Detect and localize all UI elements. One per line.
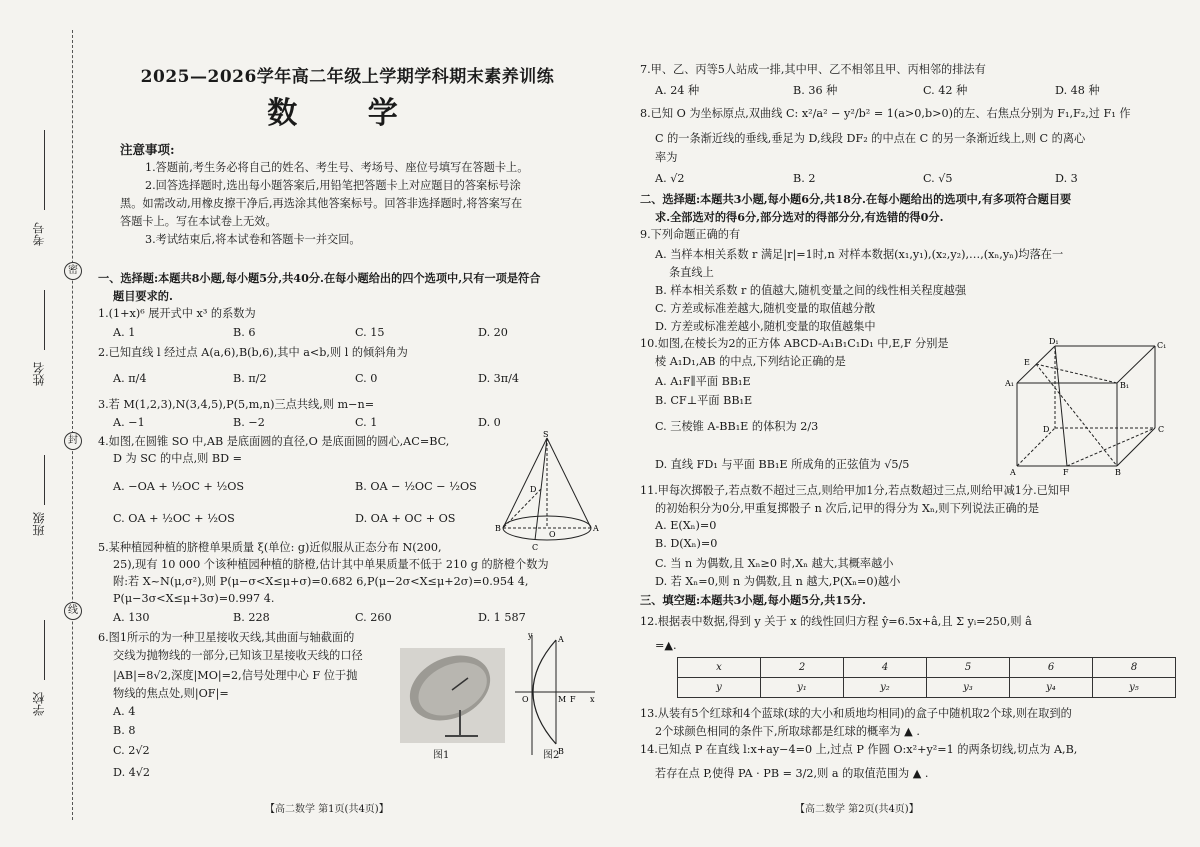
cube-figure [1005,336,1180,476]
question-1-option-b: B. 6 [233,326,256,339]
question-3-option-a: A. −1 [113,416,145,429]
question-10-option-d: D. 直线 FD₁ 与平面 BB₁E 所成角的正弦值为 √5/5 [655,458,910,471]
question-5-stem-cont: 25),现有 10 000 个该种植园种植的脐橙,估计其中单果质量不低于 210 g 的脐橙个数为 [113,558,549,571]
question-4-stem: 4.如图,在圆锥 SO 中,AB 是底面圆的直径,O 是底面圆的圆心,AC=BC, [98,435,450,448]
question-5-stem-cont: P(μ−3σ<X≤μ+3σ)=0.997 4. [113,592,275,605]
question-6-stem-cont: |AB|=8√2,深度|MO|=2,信号处理中心 F 位于抛 [113,669,358,682]
seal-mark-mi: 密 [64,262,82,280]
question-7-stem: 7.甲、乙、丙等5人站成一排,其中甲、乙不相邻且甲、丙相邻的排法有 [640,63,986,76]
notice-line: 2.回答选择题时,选出每小题答案后,用铅笔把答题卡上对应题目的答案标号涂 [145,179,521,192]
fig-label: y [528,631,533,640]
seal-mark-feng: 封 [64,432,82,450]
section-1-heading: 一、选择题:本题共8小题,每小题5分,共40分.在每小题给出的四个选项中,只有一项是符合 [98,271,541,285]
section-1-heading-cont: 题目要求的. [113,289,173,303]
parabola-figure [510,630,600,760]
table-cell: 2 [761,658,844,678]
question-7-option-d: D. 48 种 [1055,84,1100,97]
section-2-heading-cont: 求.全部选对的得6分,部分选对的得部分分,有选错的得0分. [655,210,944,224]
fig-label: A [558,635,564,644]
question-2-stem: 2.已知直线 l 经过点 A(a,6),B(b,6),其中 a<b,则 l 的倾斜角为 [98,346,408,359]
question-11-option-a: A. E(Xₙ)=0 [655,519,717,532]
question-10-option-b: B. CF⊥平面 BB₁E [655,394,753,407]
question-9-stem: 9.下列命题正确的有 [640,228,741,241]
question-5-stem: 5.某种植园种植的脐橙单果质量 ξ(单位: g)近似服从正态分布 N(200, [98,541,442,554]
page-2 [625,0,1180,847]
table-cell: y [678,678,761,698]
question-11-option-d: D. 若 Xₙ=0,则 n 为偶数,且 n 越大,P(Xₙ=0)越小 [655,575,901,588]
question-11-option-b: B. D(Xₙ)=0 [655,537,718,550]
question-8-option-d: D. 3 [1055,172,1078,185]
notice-line: 3.考试结束后,将本试卷和答题卡一并交回。 [145,233,361,246]
question-11-stem-cont: 的初始积分为0分,甲重复掷骰子 n 次后,记甲的得分为 Xₙ,则下列说法正确的是 [655,502,1040,515]
notice-title: 注意事项: [120,142,175,157]
question-6-stem: 6.图1所示的为一种卫星接收天线,其曲面与轴截面的 [98,631,355,644]
question-10-option-a: A. A₁F∥平面 BB₁E [655,375,751,388]
table-row [678,658,1176,678]
fig-label: M [558,695,567,704]
question-8-stem: 8.已知 O 为坐标原点,双曲线 C: x²/a² − y²/b² = 1(a>0,b>0)的左、右焦点分别为 F₁,F₂,过 F₁ 作 [640,107,1131,120]
fig-label: x [590,695,595,704]
table-cell: 8 [1093,658,1176,678]
question-3-stem: 3.若 M(1,2,3),N(3,4,5),P(5,m,n)三点共线,则 m−n= [98,398,375,411]
question-11-stem: 11.甲每次掷骰子,若点数不超过三点,则给甲加1分,若点数超过三点,则给甲减1分.已知甲 [640,484,1071,497]
question-9-option-a: A. 当样本相关系数 r 满足|r|=1时,n 对样本数据(x₁,y₁),(x₂,y₂),…,(xₙ,yₙ)均落在一 [655,248,1064,261]
regression-data-table [677,657,1176,698]
question-9-option-d: D. 方差或标准差越小,随机变量的取值越集中 [655,320,876,333]
question-3-option-c: C. 1 [355,416,378,429]
question-6-option-a: A. 4 [113,705,136,718]
fig-label: C₁ [1157,341,1167,350]
question-6-stem-cont: 交线为抛物线的一部分,已知该卫星接收天线的口径 [113,649,363,662]
question-10-stem: 10.如图,在棱长为2的正方体 ABCD-A₁B₁C₁D₁ 中,E,F 分别是 [640,337,949,350]
question-6-option-b: B. 8 [113,724,136,737]
field-label-class: 班级 [32,512,46,536]
question-10-option-c: C. 三棱锥 A-BB₁E 的体积为 2/3 [655,420,819,433]
question-4-option-b: B. OA − ½OC − ½OS [355,480,477,493]
fig-label: C [532,543,539,552]
question-7-option-c: C. 42 种 [923,84,968,97]
question-13-stem: 13.从装有5个红球和4个蓝球(球的大小和质地均相同)的盒子中随机取2个球,则在取到的 [640,707,1072,720]
question-4-option-a: A. −OA + ½OC + ½OS [113,480,245,493]
exam-title: 2025—2026学年高二年级上学期学科期末素养训练 [140,67,555,87]
question-9-option-c: C. 方差或标准差越大,随机变量的取值越分散 [655,302,876,315]
fig-label: B [558,747,564,756]
table-cell: 5 [927,658,1010,678]
table-cell: 6 [1010,658,1093,678]
question-2-option-d: D. 3π/4 [478,372,520,385]
fig-label: O [549,530,556,539]
section-2-heading: 二、选择题:本题共3小题,每小题6分,共18分.在每小题给出的选项中,有多项符合题目要 [640,192,1072,206]
fig-label: A₁ [1005,379,1014,388]
question-4-option-c: C. OA + ½OC + ½OS [113,512,235,525]
question-5-option-d: D. 1 587 [478,611,526,624]
question-8-option-c: C. √5 [923,172,953,185]
question-8-option-b: B. 2 [793,172,816,185]
notice-line: 黑。如需改动,用橡皮擦干净后,再选涂其他答案标号。回答非选择题时,将答案写在 [120,197,523,210]
question-8-stem-cont: C 的一条渐近线的垂线,垂足为 D,线段 DF₂ 的中点在 C 的另一条渐近线上,则 C 的离心 [655,132,1086,145]
notice-line: 1.答题前,考生务必将自己的姓名、考生号、考场号、座位号填写在答题卡上。 [145,161,529,174]
question-3-option-d: D. 0 [478,416,501,429]
table-cell: y₃ [927,678,1010,698]
table-cell: y₂ [844,678,927,698]
fig-label: D [1043,425,1050,434]
fig-label: B₁ [1120,381,1130,390]
field-line-name [44,290,45,350]
fig-label: B [1115,468,1121,476]
fig-label: A [1010,468,1016,476]
question-5-option-b: B. 228 [233,611,270,624]
field-line-exam-number [44,130,45,210]
subject-title: 数 学 [267,96,428,131]
question-6-option-d: D. 4√2 [113,766,151,779]
question-14-stem-cont: 若存在点 P,使得 PA · PB = 3/2,则 a 的取值范围为 ▲ . [655,767,929,780]
field-line-class [44,455,45,505]
question-1-option-a: A. 1 [113,326,136,339]
question-9-option-b: B. 样本相关系数 r 的值越大,随机变量之间的线性相关程度越强 [655,284,967,297]
page-1 [95,0,600,847]
field-line-school [44,620,45,680]
page-1-footer: 【高二数学 第1页(共4页)】 [265,804,389,815]
fig-label: S [543,430,549,439]
question-3-option-b: B. −2 [233,416,265,429]
field-label-school: 学校 [32,692,46,716]
question-1-option-c: C. 15 [355,326,385,339]
fig-label: A [593,524,599,533]
fig-label: E [1024,358,1030,367]
figure-1-caption: 图1 [433,750,450,761]
question-4-option-d: D. OA + OC + OS [355,512,456,525]
question-14-stem: 14.已知点 P 在直线 l:x+ay−4=0 上,过点 P 作圆 O:x²+y²=1 的两条切线,切点为 A,B, [640,743,1078,756]
question-13-stem-cont: 2个球颜色相同的条件下,所取球都是红球的概率为 ▲ . [655,725,920,738]
fig-label: F [570,695,576,704]
question-7-option-a: A. 24 种 [655,84,700,97]
question-8-stem-cont: 率为 [655,151,678,164]
figure-2-caption: 图2 [543,750,560,761]
table-cell: x [678,658,761,678]
question-9-option-a-cont: 条直线上 [669,266,714,279]
fig-label: D [530,485,537,494]
field-label-name: 姓名 [32,362,46,386]
question-1-stem: 1.(1+x)⁶ 展开式中 x³ 的系数为 [98,307,256,320]
question-1-option-d: D. 20 [478,326,508,339]
question-7-option-b: B. 36 种 [793,84,838,97]
notice-line: 答题卡上。写在本试卷上无效。 [120,215,277,228]
question-5-option-a: A. 130 [113,611,150,624]
fig-label: F [1063,468,1069,476]
question-2-option-a: A. π/4 [113,372,147,385]
satellite-dish-photo [400,648,505,743]
fig-label: D₁ [1049,337,1059,346]
question-4-stem-cont: D 为 SC 的中点,则 BD = [113,452,243,465]
table-row [678,678,1176,698]
question-8-option-a: A. √2 [655,172,685,185]
question-6-stem-cont: 物线的焦点处,则|OF|= [113,687,229,700]
binding-dashed-line [72,30,73,820]
table-cell: y₁ [761,678,844,698]
section-3-heading: 三、填空题:本题共3小题,每小题5分,共15分. [640,593,866,607]
seal-mark-xian: 线 [64,602,82,620]
question-5-stem-cont: 附:若 X~N(μ,σ²),则 P(μ−σ<X≤μ+σ)=0.682 6,P(μ−2σ<X≤μ+2σ)=0.954 4, [113,575,529,588]
field-label-exam-number: 考号 [32,222,46,246]
question-2-option-b: B. π/2 [233,372,267,385]
fig-label: O [522,695,529,704]
table-cell: y₅ [1093,678,1176,698]
question-11-option-c: C. 当 n 为偶数,且 Xₙ≥0 时,Xₙ 越大,其概率越小 [655,557,894,570]
table-cell: 4 [844,658,927,678]
table-cell: y₄ [1010,678,1093,698]
page-2-footer: 【高二数学 第2页(共4页)】 [795,804,919,815]
question-12-stem: 12.根据表中数据,得到 y 关于 x 的线性回归方程 ŷ=6.5x+â,且 Σ yᵢ=250,则 â [640,615,1032,628]
fig-label: C [1158,425,1165,434]
question-12-answer-blank: =▲. [655,639,677,652]
question-6-option-c: C. 2√2 [113,744,150,757]
question-2-option-c: C. 0 [355,372,378,385]
question-5-option-c: C. 260 [355,611,392,624]
question-10-stem-cont: 棱 A₁D₁,AB 的中点,下列结论正确的是 [655,355,846,368]
fig-label: B [495,524,501,533]
binding-strip [0,0,90,847]
cone-figure [495,430,600,555]
